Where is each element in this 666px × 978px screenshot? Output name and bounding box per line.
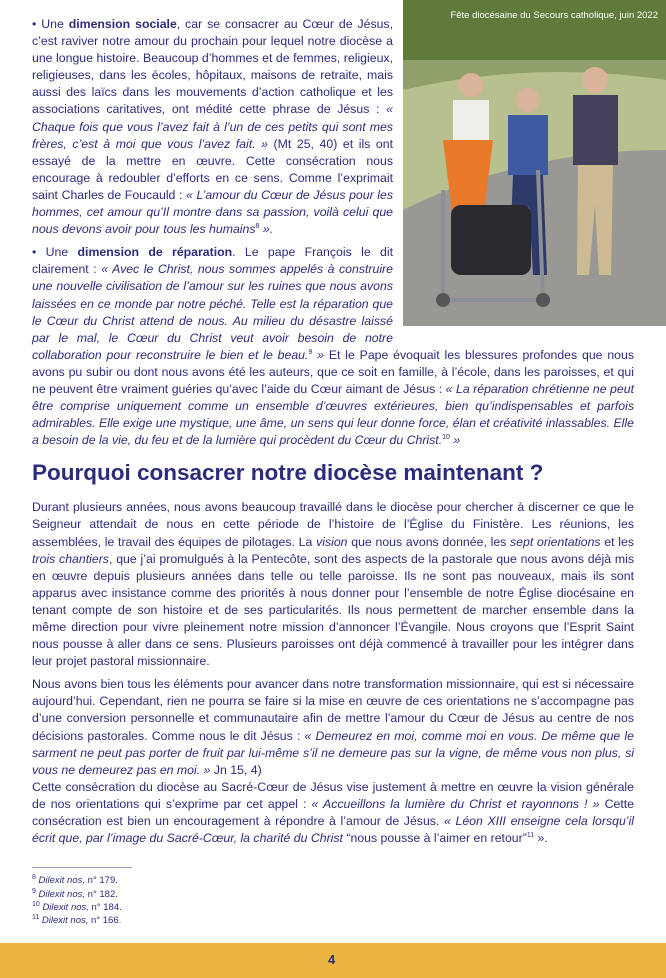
page-footer-band xyxy=(0,943,666,978)
footnote-title: Dilexit nos, xyxy=(38,875,86,887)
text-segment: Durant plusieurs années, nous avons beaucoup travaillé dans le diocèse pour chercher à discerner ce que le Seigneur attendait de nous en cette période de l’histoire de l’Église du Finistère. Les réunions, les assemblées, le travail des équipes de pilotages. La xyxy=(32,500,634,549)
text-segment: et les xyxy=(600,534,634,549)
footnote-ref-text: n° 182. xyxy=(85,888,118,900)
paragraph xyxy=(32,676,634,847)
text-segment: , que j’ai promulgués à la Pentecôte, sont des aspects de la pastorale que nous avons déjà mis en œuvre depuis plusieurs années dans telle ou telle paroisse. Ils ne sont pas nouveaux, mais ils sont apparus avec insistance comme des priorités à nous donner pour l’ensemble de notre Église diocésaine en tenant compte de son histoire et de ses particularités. Ils nous permettent de marcher ensemble dans la même direction pour vivre pleinement notre mission d’annoncer l’Évangile. Nous croyons que l’Esprit Saint nous pousse à aller dans ce sens. Plusieurs paroisses ont déjà commencé à travailler pour les intégrer dans leur projet pastoral missionnaire. xyxy=(32,551,634,669)
text-segment: ». xyxy=(259,222,274,237)
text-segment: « La réparation chrétienne ne peut être comprise uniquement comme un ensemble d’œuvres extérieures, bien qu’indispensables et parfois admirables. Elle exige une mystique, une âme, un sens qui leur donne force, élan et créativité inlassables. Elle a besoin de la vie, du feu et de la lumière qui procèdent du Cœur du Christ. xyxy=(32,381,634,448)
text-segment: « Accueillons la lumière du Christ et rayonnons ! » xyxy=(311,796,600,811)
text-segment: vision xyxy=(316,534,348,549)
footnote-ref-text: n° 179. xyxy=(85,875,118,887)
text-segment: » xyxy=(449,433,461,448)
text-segment: • Une xyxy=(32,17,69,31)
text-segment: « Demeurez en moi, comme moi en vous. De même que le sarment ne peut pas porter de fruit par lui-même s’il ne demeure pas sur la vigne, de même vous non plus, si vous ne demeurez pas en moi. » xyxy=(32,728,634,777)
text-segment: “nous pousse à l’aimer en retour” xyxy=(342,831,527,846)
text-segment: • Une xyxy=(32,245,78,260)
footnote xyxy=(32,901,634,914)
text-segment: « Avec le Christ, nous sommes appelés à construire une nouvelle civilisation de l’amour sur les ruines que nous avons laissées en ce monde par notre péché. Telle est la réparation que le Cœur du Christ attend de nous. Au milieu du désastre laissé par le mal, le Cœur du Christ veut avoir besoin de notre collaboration pour reconstruire le bien et le beau. xyxy=(32,262,393,362)
text-segment: sept orientations xyxy=(510,534,601,549)
text-segment: Et le Pape évoquait les blessures profondes que nous avons pu subir ou dont nous avons été les auteurs, que ce soit en famille, à l’école, dans les paroisses, et qui ne peuvent être vraiment guéries qu’avec l’aide du Cœur aimant de Jésus : xyxy=(32,347,634,396)
footnote-ref: 10 xyxy=(442,434,450,442)
section-heading: Pourquoi consacrer notre diocèse maintenant ? xyxy=(32,460,544,486)
footnote xyxy=(32,914,634,927)
footnote-ref-text: n° 184. xyxy=(88,901,122,913)
footnote-title: Dilexit nos, xyxy=(38,888,86,900)
text-segment: que nous avons donnée, les xyxy=(347,534,511,549)
text-segment: Cette consécration du diocèse au Sacré-Cœur de Jésus vise justement à mettre en œuvre la vision générale de nos orientations qui s’exprime par cet appel : xyxy=(32,779,634,811)
photo-elderly-walkers xyxy=(403,0,666,326)
footnote-ref-text: n° 166. xyxy=(88,915,122,927)
text-segment: « L’amour du Cœur de Jésus pour les hommes, cet amour qu’Il montre dans sa passion, voilà celui que nous devons avoir pour tous les humains xyxy=(32,187,393,237)
footnote-ref: 11 xyxy=(526,832,535,840)
text-segment: dimension sociale xyxy=(68,17,177,31)
text-segment: trois chantiers xyxy=(32,551,109,566)
text-segment: . Le pape François le dit clairement : xyxy=(32,245,393,277)
footnote xyxy=(32,888,634,901)
footnotes xyxy=(32,874,634,927)
photo-caption: Fête diocésaine du Secours catholique, juin 2022 xyxy=(450,10,658,21)
footnote-ref: 8 xyxy=(255,223,260,231)
text-segment: Jn 15, 4) xyxy=(210,762,262,777)
footnote-title: Dilexit nos, xyxy=(42,901,89,913)
page-number: 4 xyxy=(328,952,336,968)
footnote-ref: 9 xyxy=(308,348,313,356)
text-segment: , car se consacrer au Cœur de Jésus, c’est raviver notre amour du prochain pour lequel notre diocèse a une longue histoire. Beaucoup d’hommes et de femmes, religieux, religieuses, dans les écoles, hôpitaux, maisons de retraite, mais aussi des laïcs dans les mouvements d’action catholique et les associations caritatives, ont médité cette phrase de Jésus : xyxy=(32,17,393,117)
paragraph xyxy=(32,499,634,670)
footnote xyxy=(32,874,634,887)
text-segment: ». xyxy=(534,831,548,846)
text-segment: « Chaque fois que vous l’avez fait à l’un de ces petits qui sont mes frères, c’est à moi que vous l’avez fait. » xyxy=(32,102,393,151)
photo-image xyxy=(403,0,666,326)
footnote-divider xyxy=(32,867,132,868)
footnote-title: Dilexit nos, xyxy=(41,915,89,927)
page-content xyxy=(32,10,658,853)
footnote-number: 8 xyxy=(32,874,36,882)
footnote-number: 9 xyxy=(32,887,36,895)
text-segment: Nous avons bien tous les éléments pour avancer dans notre transformation missionnaire, qui est si nécessaire aujourd’hui. Cependant, rien ne pourra se faire si la mise en œuvre de ces orientations ne s’accompagne pas d’une conversion personnelle et communautaire afin de mettre l’amour du Cœur de Jésus au centre de nos décisions pastorales. Comme nous le dit Jésus : xyxy=(32,677,634,743)
text-segment: » xyxy=(312,347,324,362)
text-segment: dimension de réparation xyxy=(77,245,233,260)
footnote-number: 11 xyxy=(32,913,40,921)
footnote-number: 10 xyxy=(32,900,40,908)
text-segment: Cette consécration est bien un encouragement à répondre à l’amour de Jésus. xyxy=(32,796,634,829)
text-segment: (Mt 25, 40) et ils ont essayé de la mettre en œuvre. Cette consécration nous encourage à redoubler d’efforts en ce sens. Comme l’exprimait saint Charles de Foucauld : xyxy=(32,136,393,202)
section-why-now xyxy=(32,499,634,847)
text-segment: « Léon XIII enseigne cela lorsqu’il écrit que, par l’image du Sacré-Cœur, la charité du Christ xyxy=(32,814,635,846)
